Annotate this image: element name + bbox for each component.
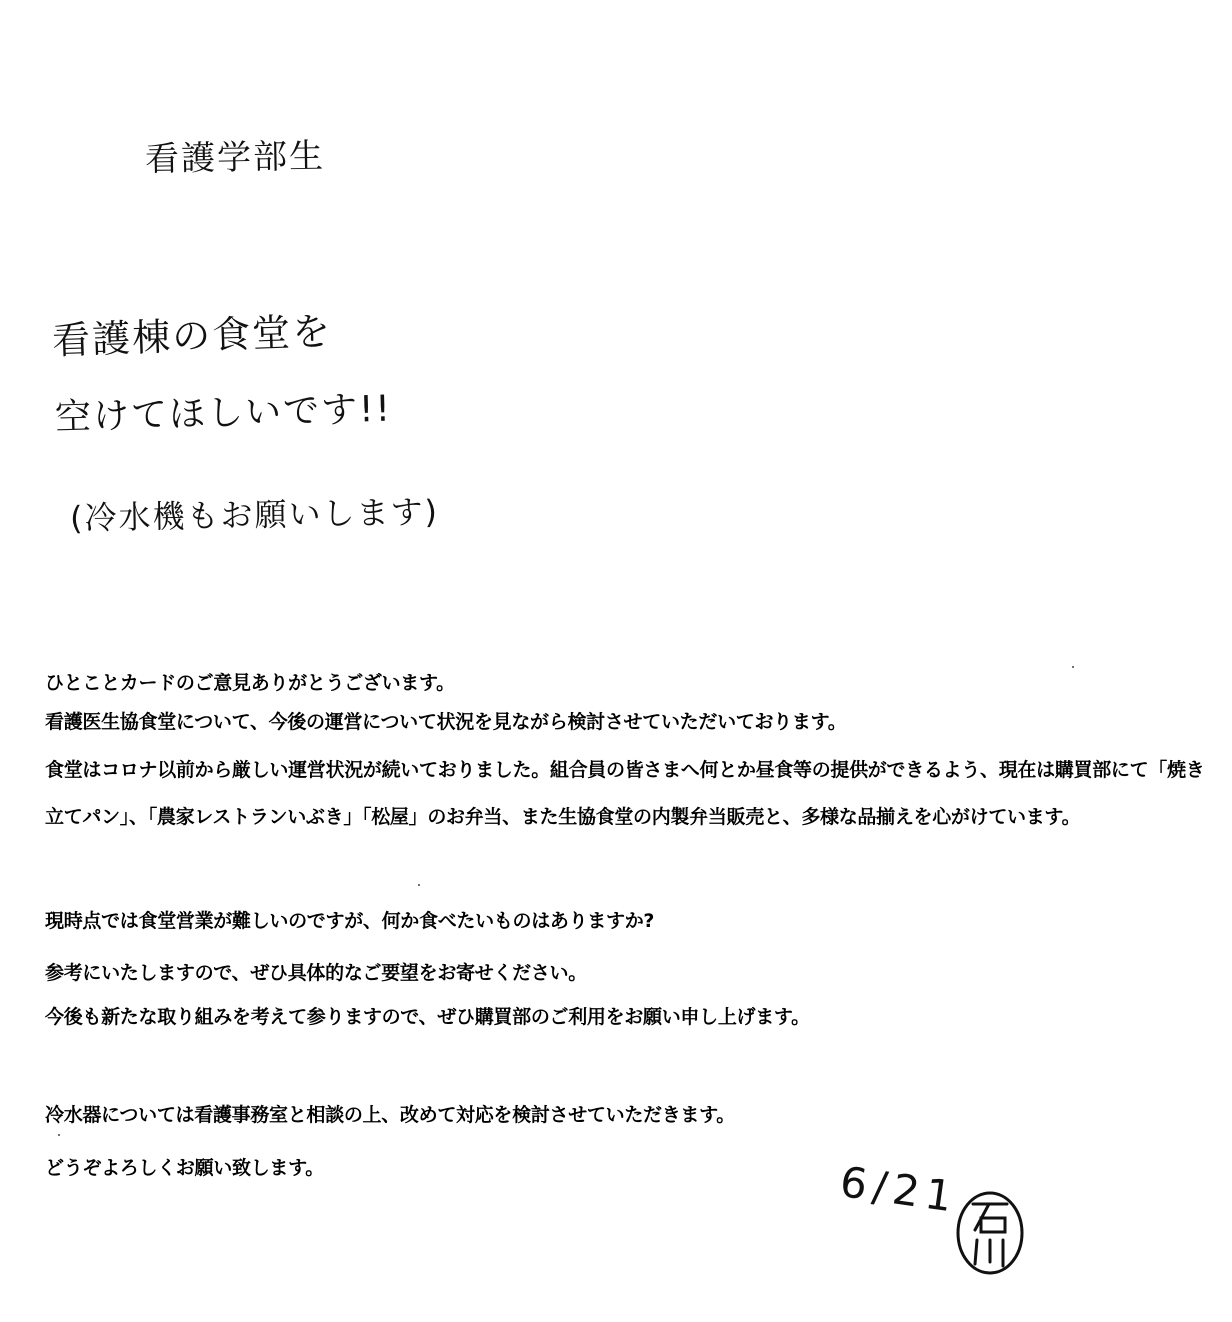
scan-speck [58,1134,60,1136]
reply-line-5: 現時点では食堂営業が難しいのですが、何か食べたいものはありますか? [45,910,655,932]
scan-speck [418,884,420,886]
handwritten-request-line-1: 看護棟の食堂を [51,309,333,363]
name-seal-stamp [955,1190,1025,1276]
scan-speck [1072,666,1074,668]
handwritten-header: 看護学部生 [144,136,326,180]
reply-line-2: 看護医生協食堂について、今後の運営について状況を見ながら検討させていただいております。 [45,711,847,733]
signature-date: 6/21 [837,1157,962,1222]
reply-line-3: 食堂はコロナ以前から厳しい運営状況が続いておりました。組合員の皆さまへ何とか昼食等の提供ができるよう、現在は購買部にて「焼き [45,759,1205,781]
reply-line-1: ひとことカードのご意見ありがとうございます。 [45,672,455,694]
handwritten-request-line-3: (冷水機もお願いします) [69,492,440,538]
reply-line-8: 冷水器については看護事務室と相談の上、改めて対応を検討させていただきます。 [45,1104,736,1126]
reply-line-7: 今後も新たな取り組みを考えて参りますので、ぜひ購買部のご利用をお願い申し上げます。 [45,1006,810,1028]
handwritten-request-line-2: 空けてほしいです!! [54,388,393,439]
reply-line-6: 参考にいたしますので、ぜひ具体的なご要望をお寄せください。 [45,962,587,984]
reply-line-9: どうぞよろしくお願い致します。 [45,1157,324,1179]
reply-line-4: 立てパン」、「農家レストランいぶき」「松屋」のお弁当、また生協食堂の内製弁当販売と、多様な品揃えを心がけています。 [45,806,1081,828]
